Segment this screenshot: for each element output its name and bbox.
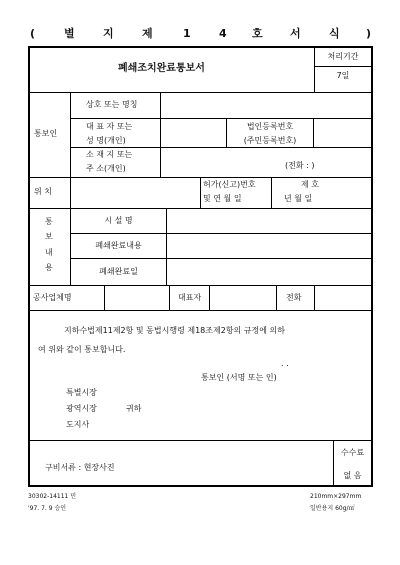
company-name-label: 상호 또는 명칭 <box>86 100 138 109</box>
representative-label: 대 표 자 또는 <box>86 122 133 131</box>
divider <box>169 285 170 310</box>
contractor-name-label: 공사업체명 <box>33 293 72 302</box>
form-number-char: 1 <box>183 27 191 40</box>
content-section-label: 보 <box>45 232 53 241</box>
table-border-bottom <box>28 485 373 487</box>
form-number-char: 4 <box>219 27 227 40</box>
content-section-label: 통 <box>45 217 53 226</box>
form-number-char: 서 <box>290 27 301 40</box>
divider <box>28 310 373 311</box>
content-section-label: 용 <box>45 263 53 272</box>
permit-number-label: 및 연 월 일 <box>203 194 242 203</box>
facility-name-label: 시 설 명 <box>104 216 133 225</box>
divider <box>28 208 373 209</box>
footer-paper-type: 일반용지 60g/㎡ <box>310 505 355 512</box>
closure-content-label: 폐쇄완료내용 <box>95 241 142 250</box>
declaration-text: 지하수법제11제2항 및 동법시행령 제18조제2항의 규정에 의하 <box>64 326 285 335</box>
divider <box>70 177 71 208</box>
recipient-title: 광역시장 <box>66 404 97 413</box>
divider <box>70 258 372 259</box>
divider <box>104 285 105 310</box>
table-border-right <box>371 46 373 487</box>
divider <box>276 285 277 310</box>
table-border-top <box>28 46 373 48</box>
form-number-char: 제 <box>142 27 153 40</box>
signature-line: 통보인 (서명 또는 인) <box>201 373 277 382</box>
divider <box>200 177 201 208</box>
notifier-section-label: 통보인 <box>34 129 58 138</box>
divider <box>28 92 373 93</box>
corp-reg-number-label: 법인등록번호 <box>246 122 294 131</box>
divider <box>28 285 373 286</box>
phone-label: (전화 : ) <box>285 161 315 170</box>
table-border-left <box>28 46 30 487</box>
divider <box>28 440 373 441</box>
recipient-title: 특별시장 <box>66 388 97 397</box>
footer-paper-size: 210mm×297mm <box>310 493 362 500</box>
required-documents-label: 구비서류 : 현장사진 <box>45 463 115 472</box>
divider <box>70 233 372 234</box>
date-field-label: 년 월 일 <box>284 194 313 203</box>
address-label: 소 재 지 또는 <box>86 150 133 159</box>
representative-label: 성 명(개인) <box>86 136 126 145</box>
divider <box>271 177 272 208</box>
form-number-char: 지 <box>103 27 114 40</box>
form-number-char: ) <box>366 27 372 40</box>
divider <box>314 285 315 310</box>
contractor-rep-label: 대표자 <box>178 293 202 302</box>
divider <box>209 285 210 310</box>
form-number-char: ( <box>30 27 36 40</box>
footer-approval: '97. 7. 9 승인 <box>28 505 67 512</box>
form-title: 폐쇄조치완료통보서 <box>118 63 205 74</box>
divider <box>314 66 371 67</box>
form-number-char: 식 <box>329 27 340 40</box>
recipient-title: 도지사 <box>66 420 90 429</box>
contractor-phone-label: 전화 <box>286 293 302 302</box>
declaration-text: 여 위와 같이 통보합니다. <box>38 345 126 354</box>
recipient-honorific: 귀하 <box>126 404 142 413</box>
divider <box>313 118 314 147</box>
permit-number-label: 허가(신고)번호 <box>203 180 256 189</box>
date-dots: . . <box>281 359 289 368</box>
footer-code: 30302-14111 민 <box>28 493 77 500</box>
divider <box>70 92 71 177</box>
divider <box>70 147 372 148</box>
processing-period-label: 처리기간 <box>327 52 359 61</box>
fee-label: 수수료 <box>340 448 365 457</box>
corp-reg-number-label: (주민등록번호) <box>243 136 297 145</box>
fee-value: 없 음 <box>343 471 362 480</box>
closure-date-label: 폐쇄완료일 <box>99 267 138 276</box>
divider <box>70 118 372 119</box>
divider <box>166 208 167 285</box>
location-label: 위 치 <box>34 187 52 196</box>
number-field-label: 제 호 <box>301 180 319 189</box>
divider <box>160 92 161 177</box>
content-section-label: 내 <box>45 248 53 257</box>
address-label: 주 소(개인) <box>86 164 126 173</box>
form-number-char: 별 <box>64 27 75 40</box>
processing-period-value: 7일 <box>336 71 350 80</box>
form-number-char: 호 <box>252 27 263 40</box>
